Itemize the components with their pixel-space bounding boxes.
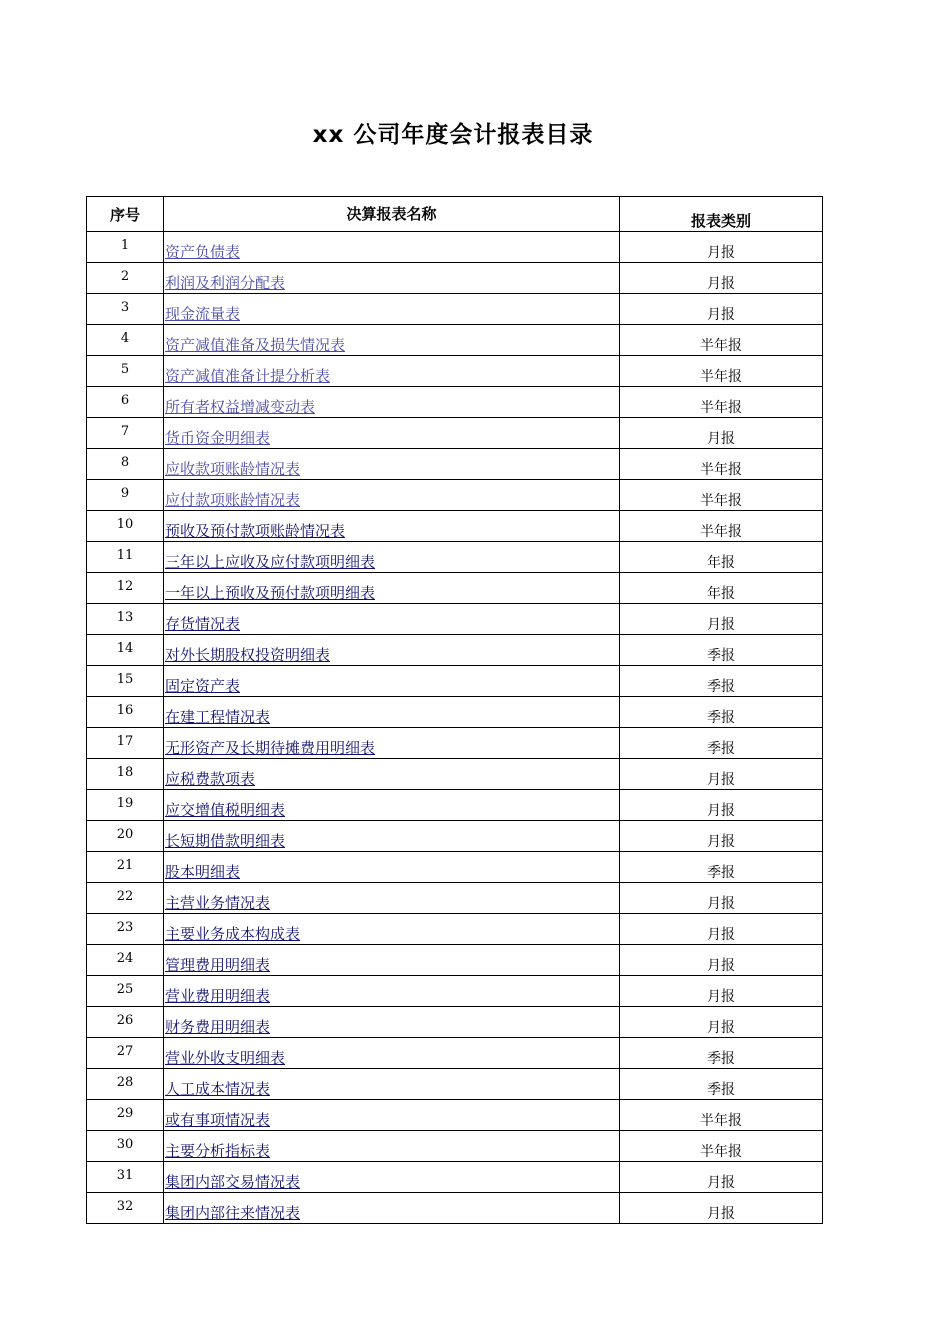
row-serial-number: 24 — [87, 945, 164, 976]
row-report-name-cell — [164, 790, 620, 821]
report-link[interactable]: 营业外收支明细表 — [165, 1049, 286, 1067]
page-title: xx 公司年度会计报表目录 — [312, 122, 594, 148]
report-link[interactable]: 存货情况表 — [165, 615, 241, 633]
row-report-type: 月报 — [620, 945, 823, 976]
row-report-name-cell — [164, 449, 620, 480]
row-report-type: 月报 — [620, 1162, 823, 1193]
row-serial-number: 15 — [87, 666, 164, 697]
row-serial-number: 28 — [87, 1069, 164, 1100]
report-link[interactable]: 长短期借款明细表 — [165, 832, 286, 850]
row-report-type: 半年报 — [620, 449, 823, 480]
row-report-type: 季报 — [620, 852, 823, 883]
row-report-name-cell — [164, 635, 620, 666]
header-report-type: 报表类别 — [620, 197, 823, 232]
report-link[interactable]: 财务费用明细表 — [165, 1018, 271, 1036]
report-link[interactable]: 所有者权益增减变动表 — [165, 398, 316, 416]
report-link[interactable]: 主要分析指标表 — [165, 1142, 271, 1160]
report-link[interactable]: 在建工程情况表 — [165, 708, 271, 726]
row-serial-number: 10 — [87, 511, 164, 542]
table-row — [87, 1193, 823, 1224]
table-row — [87, 821, 823, 852]
row-report-name-cell — [164, 511, 620, 542]
row-serial-number: 11 — [87, 542, 164, 573]
row-report-type: 月报 — [620, 821, 823, 852]
row-report-name-cell — [164, 852, 620, 883]
report-link[interactable]: 一年以上预收及预付款项明细表 — [165, 584, 376, 602]
table-row — [87, 387, 823, 418]
row-serial-number: 5 — [87, 356, 164, 387]
table-row — [87, 976, 823, 1007]
report-link[interactable]: 资产负债表 — [165, 243, 241, 261]
report-link[interactable]: 股本明细表 — [165, 863, 241, 881]
row-report-name-cell — [164, 542, 620, 573]
table-row — [87, 945, 823, 976]
report-link[interactable]: 集团内部交易情况表 — [165, 1173, 301, 1191]
report-link[interactable]: 主营业务情况表 — [165, 894, 271, 912]
row-report-type: 月报 — [620, 976, 823, 1007]
row-report-name-cell — [164, 325, 620, 356]
row-report-name-cell — [164, 356, 620, 387]
table-row — [87, 1069, 823, 1100]
row-serial-number: 31 — [87, 1162, 164, 1193]
row-serial-number: 30 — [87, 1131, 164, 1162]
row-serial-number: 4 — [87, 325, 164, 356]
row-report-type: 半年报 — [620, 1100, 823, 1131]
report-link[interactable]: 货币资金明细表 — [165, 429, 271, 447]
row-report-name-cell — [164, 1193, 620, 1224]
report-link[interactable]: 应付款项账龄情况表 — [165, 491, 301, 509]
report-link[interactable]: 人工成本情况表 — [165, 1080, 271, 1098]
row-serial-number: 14 — [87, 635, 164, 666]
table-row — [87, 263, 823, 294]
row-serial-number: 17 — [87, 728, 164, 759]
table-row — [87, 1131, 823, 1162]
table-row — [87, 852, 823, 883]
row-report-name-cell — [164, 263, 620, 294]
row-report-type: 月报 — [620, 759, 823, 790]
report-link[interactable]: 管理费用明细表 — [165, 956, 271, 974]
row-serial-number: 25 — [87, 976, 164, 1007]
row-report-type: 季报 — [620, 1069, 823, 1100]
table-row — [87, 790, 823, 821]
report-link[interactable]: 资产减值准备计提分析表 — [165, 367, 331, 385]
row-report-type: 年报 — [620, 542, 823, 573]
row-report-type: 半年报 — [620, 480, 823, 511]
row-report-type: 半年报 — [620, 387, 823, 418]
report-link[interactable]: 现金流量表 — [165, 305, 241, 323]
row-report-name-cell — [164, 232, 620, 263]
header-serial-number: 序号 — [87, 197, 164, 232]
row-report-name-cell — [164, 666, 620, 697]
row-report-type: 月报 — [620, 914, 823, 945]
row-report-name-cell — [164, 294, 620, 325]
row-report-type: 季报 — [620, 666, 823, 697]
table-row — [87, 573, 823, 604]
row-report-type: 季报 — [620, 635, 823, 666]
row-serial-number: 19 — [87, 790, 164, 821]
row-report-type: 月报 — [620, 883, 823, 914]
row-report-type: 季报 — [620, 1038, 823, 1069]
row-serial-number: 13 — [87, 604, 164, 635]
report-link[interactable]: 无形资产及长期待摊费用明细表 — [165, 739, 376, 757]
row-report-name-cell — [164, 1162, 620, 1193]
row-report-type: 月报 — [620, 1193, 823, 1224]
row-report-type: 半年报 — [620, 1131, 823, 1162]
header-report-name: 决算报表名称 — [164, 197, 620, 232]
report-catalog-table — [86, 196, 823, 1224]
row-serial-number: 29 — [87, 1100, 164, 1131]
report-link[interactable]: 集团内部往来情况表 — [165, 1204, 301, 1222]
row-report-name-cell — [164, 697, 620, 728]
row-report-name-cell — [164, 1100, 620, 1131]
row-report-name-cell — [164, 759, 620, 790]
table-row — [87, 635, 823, 666]
row-report-name-cell — [164, 1007, 620, 1038]
table-row — [87, 294, 823, 325]
table-row — [87, 1100, 823, 1131]
row-serial-number: 12 — [87, 573, 164, 604]
table-header-row — [87, 197, 823, 232]
row-report-type: 半年报 — [620, 356, 823, 387]
row-report-type: 月报 — [620, 294, 823, 325]
row-report-type: 年报 — [620, 573, 823, 604]
table-row — [87, 666, 823, 697]
row-report-name-cell — [164, 728, 620, 759]
row-report-name-cell — [164, 976, 620, 1007]
table-row — [87, 697, 823, 728]
row-report-type: 季报 — [620, 697, 823, 728]
report-link[interactable]: 主要业务成本构成表 — [165, 925, 301, 943]
row-report-name-cell — [164, 945, 620, 976]
table-row — [87, 883, 823, 914]
row-report-name-cell — [164, 883, 620, 914]
table-row — [87, 511, 823, 542]
row-report-name-cell — [164, 573, 620, 604]
report-link[interactable]: 或有事项情况表 — [165, 1111, 271, 1129]
report-link[interactable]: 应交增值税明细表 — [165, 801, 286, 819]
table-row — [87, 449, 823, 480]
row-serial-number: 1 — [87, 232, 164, 263]
row-report-type: 月报 — [620, 418, 823, 449]
row-report-type: 月报 — [620, 232, 823, 263]
report-link[interactable]: 对外长期股权投资明细表 — [165, 646, 331, 664]
row-report-name-cell — [164, 1069, 620, 1100]
table-row — [87, 759, 823, 790]
row-report-name-cell — [164, 604, 620, 635]
row-serial-number: 9 — [87, 480, 164, 511]
row-report-type: 半年报 — [620, 511, 823, 542]
row-serial-number: 6 — [87, 387, 164, 418]
table-row — [87, 914, 823, 945]
row-report-name-cell — [164, 1131, 620, 1162]
table-row — [87, 604, 823, 635]
table-row — [87, 542, 823, 573]
report-link[interactable]: 固定资产表 — [165, 677, 241, 695]
row-serial-number: 21 — [87, 852, 164, 883]
table-row — [87, 480, 823, 511]
row-report-type: 月报 — [620, 263, 823, 294]
table-row — [87, 1007, 823, 1038]
row-serial-number: 8 — [87, 449, 164, 480]
row-serial-number: 20 — [87, 821, 164, 852]
table-row — [87, 1038, 823, 1069]
row-report-name-cell — [164, 821, 620, 852]
row-report-type: 季报 — [620, 728, 823, 759]
row-serial-number: 16 — [87, 697, 164, 728]
report-link[interactable]: 应税费款项表 — [165, 770, 256, 788]
report-link[interactable]: 利润及利润分配表 — [165, 274, 286, 292]
table-row — [87, 1162, 823, 1193]
report-link[interactable]: 应收款项账龄情况表 — [165, 460, 301, 478]
row-serial-number: 7 — [87, 418, 164, 449]
row-report-name-cell — [164, 480, 620, 511]
row-serial-number: 22 — [87, 883, 164, 914]
report-link[interactable]: 资产减值准备及损失情况表 — [165, 336, 346, 354]
row-report-name-cell — [164, 914, 620, 945]
row-report-type: 月报 — [620, 1007, 823, 1038]
row-report-name-cell — [164, 1038, 620, 1069]
table-row — [87, 325, 823, 356]
row-serial-number: 26 — [87, 1007, 164, 1038]
row-serial-number: 32 — [87, 1193, 164, 1224]
table-row — [87, 728, 823, 759]
row-report-type: 半年报 — [620, 325, 823, 356]
table-row — [87, 356, 823, 387]
row-report-type: 月报 — [620, 790, 823, 821]
row-report-type: 月报 — [620, 604, 823, 635]
table-row — [87, 418, 823, 449]
row-report-name-cell — [164, 387, 620, 418]
report-link[interactable]: 预收及预付款项账龄情况表 — [165, 522, 346, 540]
row-serial-number: 23 — [87, 914, 164, 945]
row-report-name-cell — [164, 418, 620, 449]
row-serial-number: 18 — [87, 759, 164, 790]
report-link[interactable]: 营业费用明细表 — [165, 987, 271, 1005]
row-serial-number: 2 — [87, 263, 164, 294]
report-link[interactable]: 三年以上应收及应付款项明细表 — [165, 553, 376, 571]
table-row — [87, 232, 823, 263]
row-serial-number: 27 — [87, 1038, 164, 1069]
row-serial-number: 3 — [87, 294, 164, 325]
